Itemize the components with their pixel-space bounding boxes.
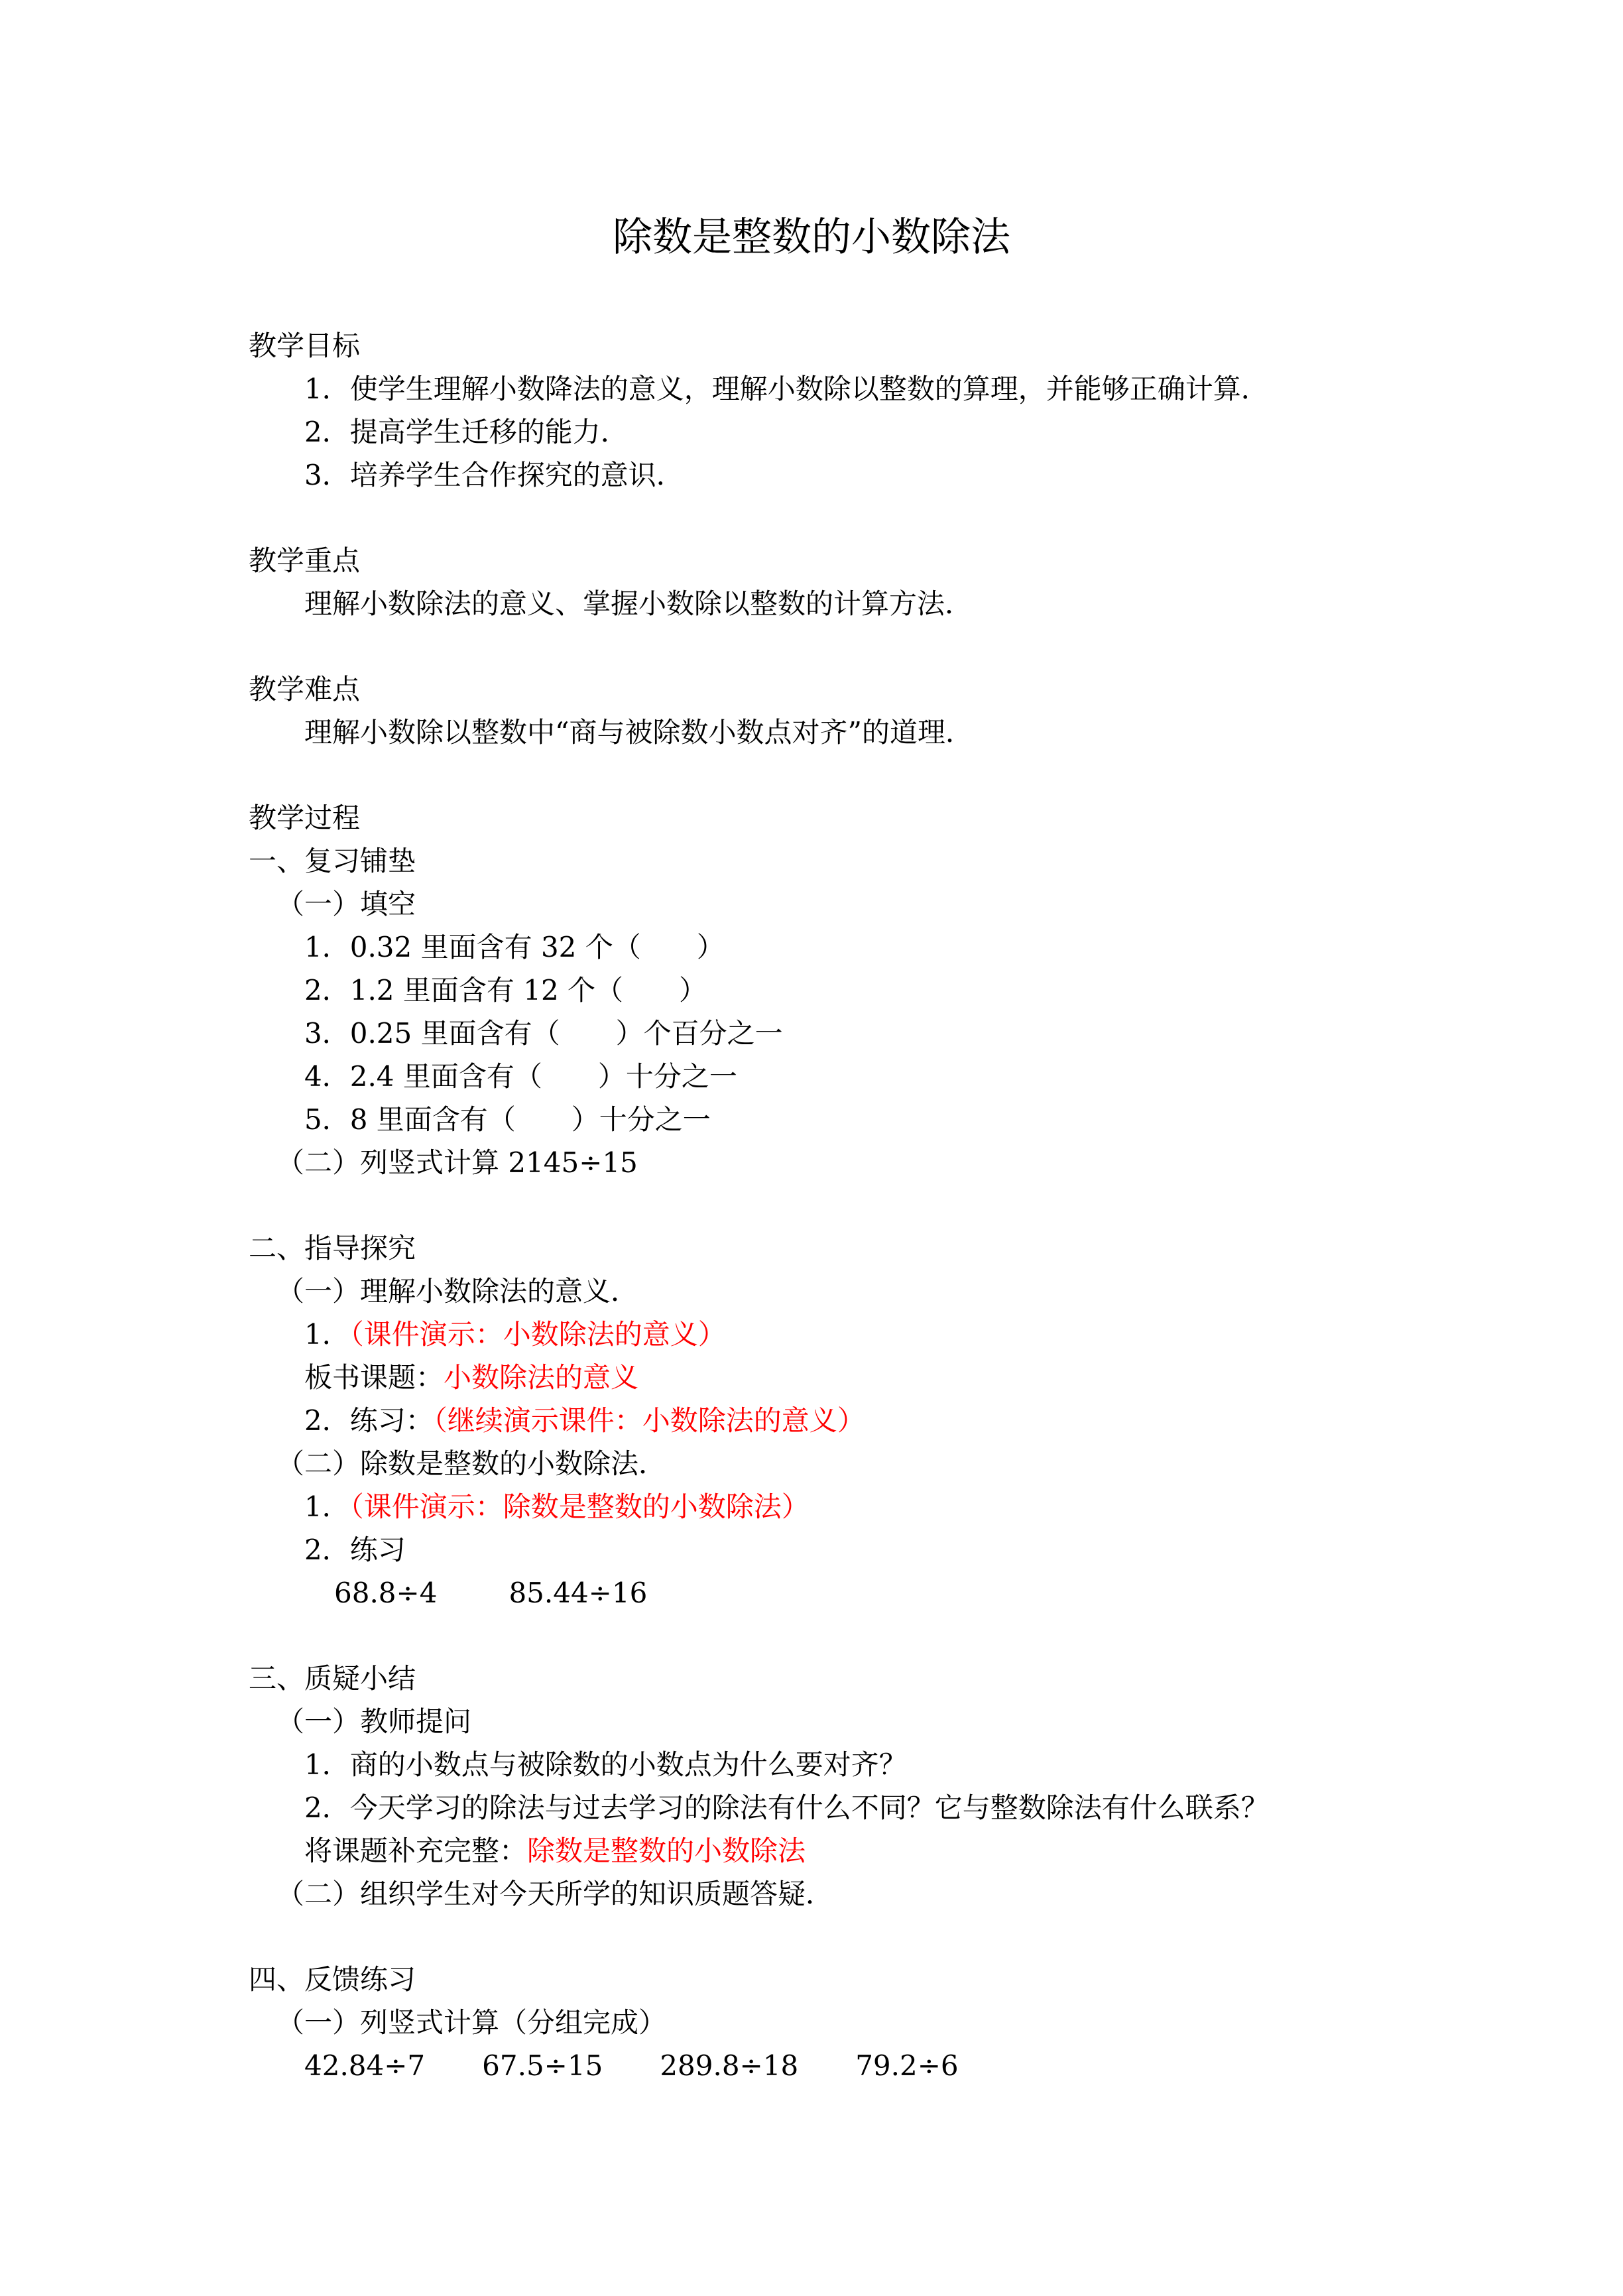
exercise-expression: 289.8÷18: [660, 2049, 799, 2082]
board-title-line: [304, 1359, 638, 1396]
board-title-value: 小数除法的意义: [444, 1361, 639, 1394]
section-4-exercises: [304, 2047, 959, 2085]
difficulty-text: 理解小数除以整数中“商与被除数小数点对齐”的道理．: [304, 716, 973, 749]
objective-item-3: 3．培养学生合作探究的意识．: [304, 459, 684, 491]
fill-item-4: 4．2.4 里面含有（ ）十分之一: [304, 1060, 737, 1093]
board-title-label: 板书课题：: [304, 1361, 444, 1394]
question-2: 2．今天学习的除法与过去学习的除法有什么不同？它与整数除法有什么联系？: [304, 1791, 1269, 1824]
section-1-heading: 一、复习铺垫: [249, 845, 416, 877]
section-2-item-1: [304, 1316, 726, 1353]
fill-item-5: 5．8 里面含有（ ）十分之一: [304, 1103, 711, 1136]
section-3-heading: 三、质疑小结: [249, 1662, 416, 1695]
exercise-expression: 67.5÷15: [482, 2049, 603, 2082]
section-2-item-2-note: （继续演示课件：小数除法的意义）: [433, 1404, 865, 1437]
section-2-exercises: [334, 1575, 647, 1612]
complete-title-line: [304, 1833, 806, 1870]
section-3-sub-1: （一）教师提问: [276, 1705, 472, 1738]
process-heading: 教学过程: [249, 802, 361, 834]
key-point-heading: 教学重点: [249, 544, 361, 577]
objective-item-2: 2．提高学生迁移的能力．: [304, 416, 629, 448]
section-4-sub-1: （一）列竖式计算（分组完成）: [276, 2006, 667, 2039]
section-2-heading: 二、指导探究: [249, 1232, 416, 1264]
section-2-item-1-note: （课件演示：小数除法的意义）: [349, 1318, 726, 1351]
objectives-heading: 教学目标: [249, 330, 361, 362]
exercise-expression: 85.44÷16: [509, 1577, 648, 1609]
section-2-item-3: [304, 1488, 810, 1526]
exercise-expression: 68.8÷4: [334, 1577, 438, 1609]
exercise-expression: 42.84÷7: [304, 2049, 426, 2082]
section-2-item-1-number: 1．: [304, 1318, 350, 1351]
question-1: 1．商的小数点与被除数的小数点为什么要对齐？: [304, 1748, 907, 1781]
complete-title-value: 除数是整数的小数除法: [527, 1835, 806, 1867]
section-1-sub-1: （一）填空: [276, 888, 416, 920]
section-2-item-4: 2．练习: [304, 1534, 406, 1566]
complete-title-label: 将课题补充完整：: [304, 1835, 528, 1867]
section-2-item-3-number: 1．: [304, 1490, 350, 1523]
key-point-text: 理解小数除法的意义、掌握小数除以整数的计算方法．: [304, 587, 973, 620]
section-2-sub-1: （一）理解小数除法的意义．: [276, 1275, 639, 1307]
objective-item-1: 1．使学生理解小数降法的意义，理解小数除以整数的算理，并能够正确计算．: [304, 373, 1269, 405]
section-2-item-3-note: （课件演示：除数是整数的小数除法）: [349, 1490, 810, 1523]
section-1-sub-2: （二）列竖式计算 2145÷15: [276, 1146, 638, 1179]
section-2-item-2: [304, 1402, 865, 1439]
page-title: 除数是整数的小数除法: [613, 214, 1010, 261]
fill-item-2: 2．1.2 里面含有 12 个（ ）: [304, 974, 707, 1006]
section-2-sub-2: （二）除数是整数的小数除法．: [276, 1447, 667, 1480]
fill-item-1: 1．0.32 里面含有 32 个（ ）: [304, 931, 725, 963]
section-3-sub-2: （二）组织学生对今天所学的知识质题答疑．: [276, 1878, 834, 1910]
difficulty-heading: 教学难点: [249, 673, 361, 705]
exercise-expression: 79.2÷6: [855, 2049, 959, 2082]
fill-item-3: 3．0.25 里面含有（ ）个百分之一: [304, 1017, 783, 1050]
section-4-heading: 四、反馈练习: [249, 1963, 416, 1996]
section-2-item-2-label: 2．练习：: [304, 1404, 434, 1437]
